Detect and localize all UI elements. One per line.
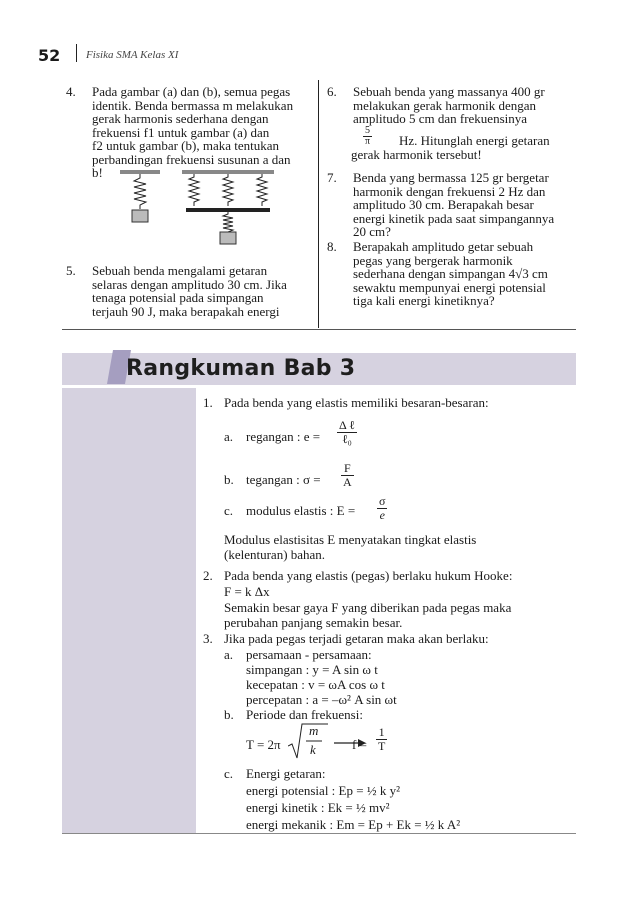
question-line: b! (92, 165, 103, 180)
acceleration-equation: percepatan : a = –ω² A sin ωt (246, 692, 397, 707)
question-number: 7. (327, 170, 337, 185)
strain-formula-text: regangan : e = (246, 429, 321, 444)
question-line: gerak harmonik tersebut! (351, 146, 482, 162)
question-line: tenaga potensial pada simpangan (92, 290, 264, 305)
potential-energy-formula: energi potensial : Ep = ½ k y² (246, 783, 400, 798)
displacement-equation: simpangan : y = A sin ω t (246, 662, 378, 677)
question-line: Benda yang bermassa 125 gr bergetar (353, 170, 549, 185)
kinetic-energy-formula: energi kinetik : Ek = ½ mv² (246, 800, 390, 815)
summary-title: Rangkuman Bab 3 (126, 356, 356, 381)
summary-note: perubahan panjang semakin besar. (224, 615, 403, 630)
question-line: Berapakah amplitudo getar sebuah (353, 239, 534, 254)
question-line (353, 126, 575, 148)
header-divider (76, 44, 77, 62)
summary-point-text: Pada benda yang elastis memiliki besaran-besaran: (224, 395, 489, 410)
summary-side-panel (62, 388, 196, 833)
summary-point-number: 2. (203, 568, 213, 583)
stress-fraction (341, 462, 354, 489)
section-rule (62, 329, 576, 330)
summary-point-number: 1. (203, 395, 213, 410)
hooke-formula: F = k Δx (224, 584, 270, 599)
fraction-top: Δ ℓ (339, 418, 355, 432)
mass-symbol: m (309, 723, 319, 738)
question-8 (327, 239, 575, 308)
question-4 (66, 84, 310, 180)
question-line: f2 untuk gambar (b), maka tentukan (92, 138, 279, 153)
velocity-equation: kecepatan : v = ωA cos ω t (246, 677, 385, 692)
fraction-top: σ (379, 494, 386, 508)
item-label: c. (224, 766, 234, 781)
question-line: Pada gambar (a) dan (b), semua pegas (92, 84, 291, 99)
question-number: 8. (327, 239, 337, 254)
period-heading: Periode dan frekuensi: (246, 707, 363, 722)
question-line: gerak harmonis sederhana dengan (92, 111, 269, 126)
question-number: 4. (66, 84, 76, 99)
question-line: sewaktu mempunyai energi potensial (353, 279, 546, 295)
frequency-fraction (363, 126, 372, 147)
item-label: b. (224, 472, 234, 487)
question-number: 5. (66, 263, 76, 278)
frequency-formula: f = (352, 737, 367, 752)
question-line: amplitudo 30 cm. Berapakah besar (353, 197, 534, 212)
item-label: c. (224, 503, 234, 518)
question-line: identik. Benda bermassa m melakukan (92, 97, 294, 113)
question-line: amplitudo 5 cm dan frekuensinya (353, 111, 528, 126)
question-line: sederhana dengan simpangan 4√3 cm (353, 266, 548, 281)
item-label: b. (224, 707, 234, 722)
question-5 (66, 263, 310, 319)
modulus-formula-text: modulus elastis : E = (246, 503, 356, 518)
summary-note: (kelenturan) bahan. (224, 547, 326, 562)
summary-point-text: Pada benda yang elastis (pegas) berlaku hukum Hooke: (224, 568, 513, 583)
fraction-bottom: π (365, 135, 371, 147)
summary-point-number: 3. (203, 631, 213, 646)
fraction-bottom: ℓ₀ (341, 432, 352, 446)
summary-note: Modulus elastisitas E menyatakan tingkat elastis (224, 532, 477, 547)
question-line: frekuensi f1 untuk gambar (a) dan (92, 124, 270, 140)
mechanical-energy-formula: energi mekanik : Em = Ep + Ek = ½ k A² (246, 817, 461, 832)
fraction-bottom: e (379, 508, 385, 522)
question-line: perbandingan frekuensi susunan a dan (92, 151, 291, 167)
question-text: Hz. Hitunglah energi getaran (399, 132, 550, 148)
book-title: Fisika SMA Kelas XI (86, 49, 179, 61)
question-line: Sebuah benda yang massanya 400 gr (353, 84, 545, 99)
equations-heading: persamaan - persamaan: (246, 647, 372, 662)
stress-formula-text: tegangan : σ = (246, 472, 321, 487)
item-label: a. (224, 429, 234, 444)
spring-figure (118, 168, 278, 246)
fraction-bottom: T (378, 739, 386, 753)
modulus-fraction (377, 495, 387, 522)
column-divider (318, 80, 319, 328)
fraction-top: F (341, 462, 354, 476)
summary-point-text: Jika pada pegas terjadi getaran maka akan berlaku: (224, 631, 489, 646)
question-line: selaras dengan amplitudo 30 cm. Jika (92, 276, 287, 292)
summary-note: Semakin besar gaya F yang diberikan pada pegas maka (224, 600, 512, 615)
bottom-rule (62, 833, 576, 834)
strain-fraction (337, 419, 357, 446)
item-label: a. (224, 647, 234, 662)
question-line: terjauh 90 J, maka berapakah energi (92, 303, 280, 319)
energy-heading: Energi getaran: (246, 766, 326, 781)
frequency-fraction (376, 726, 387, 753)
period-formula: T = 2π (246, 737, 281, 752)
question-line: tiga kali energi kinetiknya? (353, 293, 495, 308)
question-line: energi kinetik pada saat simpangannya (353, 210, 555, 226)
question-6 (327, 84, 575, 162)
question-7 (327, 170, 575, 239)
question-number: 6. (327, 84, 337, 99)
question-line: pegas yang bergerak harmonik (353, 252, 513, 268)
question-line: melakukan gerak harmonik dengan (353, 97, 537, 113)
fraction-top: 1 (376, 726, 387, 740)
question-line: harmonik dengan frekuensi 2 Hz dan (353, 183, 546, 199)
fraction-top: 5 (363, 126, 372, 137)
question-line: Sebuah benda mengalami getaran (92, 263, 268, 278)
spring-constant-symbol: k (310, 742, 316, 757)
page-number: 52 (38, 46, 61, 65)
question-line: 20 cm? (353, 224, 391, 239)
fraction-bottom: A (343, 475, 352, 489)
